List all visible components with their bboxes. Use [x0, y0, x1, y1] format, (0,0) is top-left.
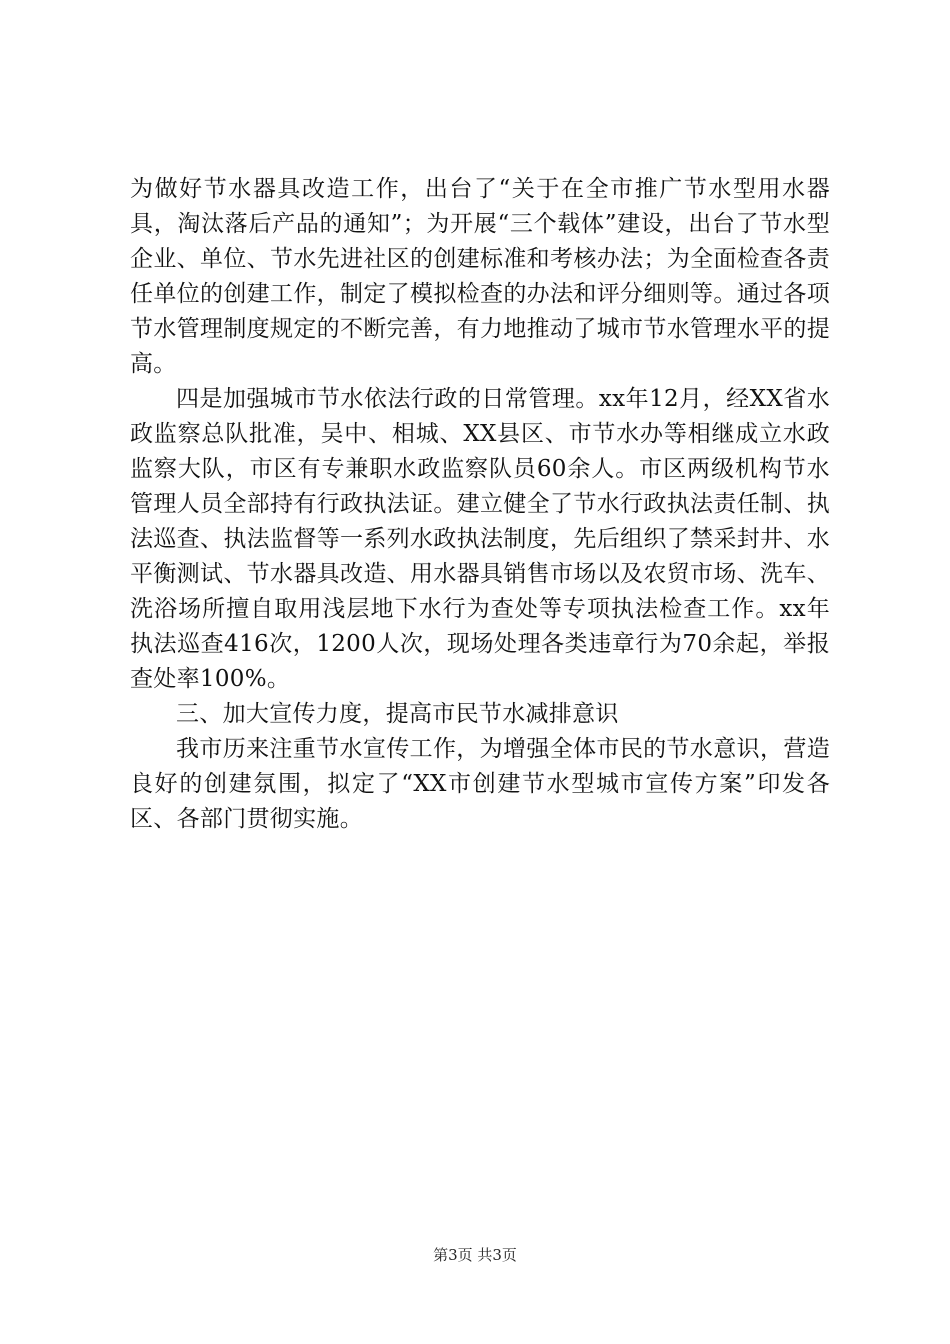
paragraph-publicity: 我市历来注重节水宣传工作，为增强全体市民的节水意识，营造良好的创建氛围，拟定了“XX市创建节水型城市宣传方案”印发各区、各部门贯彻实施。	[130, 736, 830, 832]
document-body	[130, 172, 830, 837]
paragraph-law-enforcement: 四是加强城市节水依法行政的日常管理。xx年12月，经XX省水政监察总队批准，吴中、相城、XX县区、市节水办等相继成立水政监察大队，市区有专兼职水政监察队员60余人。市区两级机构节水管理人员全部持有行政执法证。建立健全了节水行政执法责任制、执法巡查、执法监督等一系列水政执法制度，先后组织了禁采封井、水平衡测试、节水器具改造、用水器具销售市场以及农贸市场、洗车、洗浴场所擅自取用浅层地下水行为查处等专项执法检查工作。xx年执法巡查416次，1200人次，现场处理各类违章行为70余起，举报查处率100%。	[130, 386, 830, 692]
paragraph-regulations: 为做好节水器具改造工作，出台了“关于在全市推广节水型用水器具，淘汰落后产品的通知”；为开展“三个载体”建设，出台了节水型企业、单位、节水先进社区的创建标准和考核办法；为全面检查各责任单位的创建工作，制定了模拟检查的办法和评分细则等。通过各项节水管理制度规定的不断完善，有力地推动了城市节水管理水平的提高。	[130, 176, 830, 377]
page-footer: 第3页 共3页	[433, 1246, 517, 1264]
section-heading-publicity: 三、加大宣传力度，提高市民节水减排意识	[176, 701, 619, 727]
